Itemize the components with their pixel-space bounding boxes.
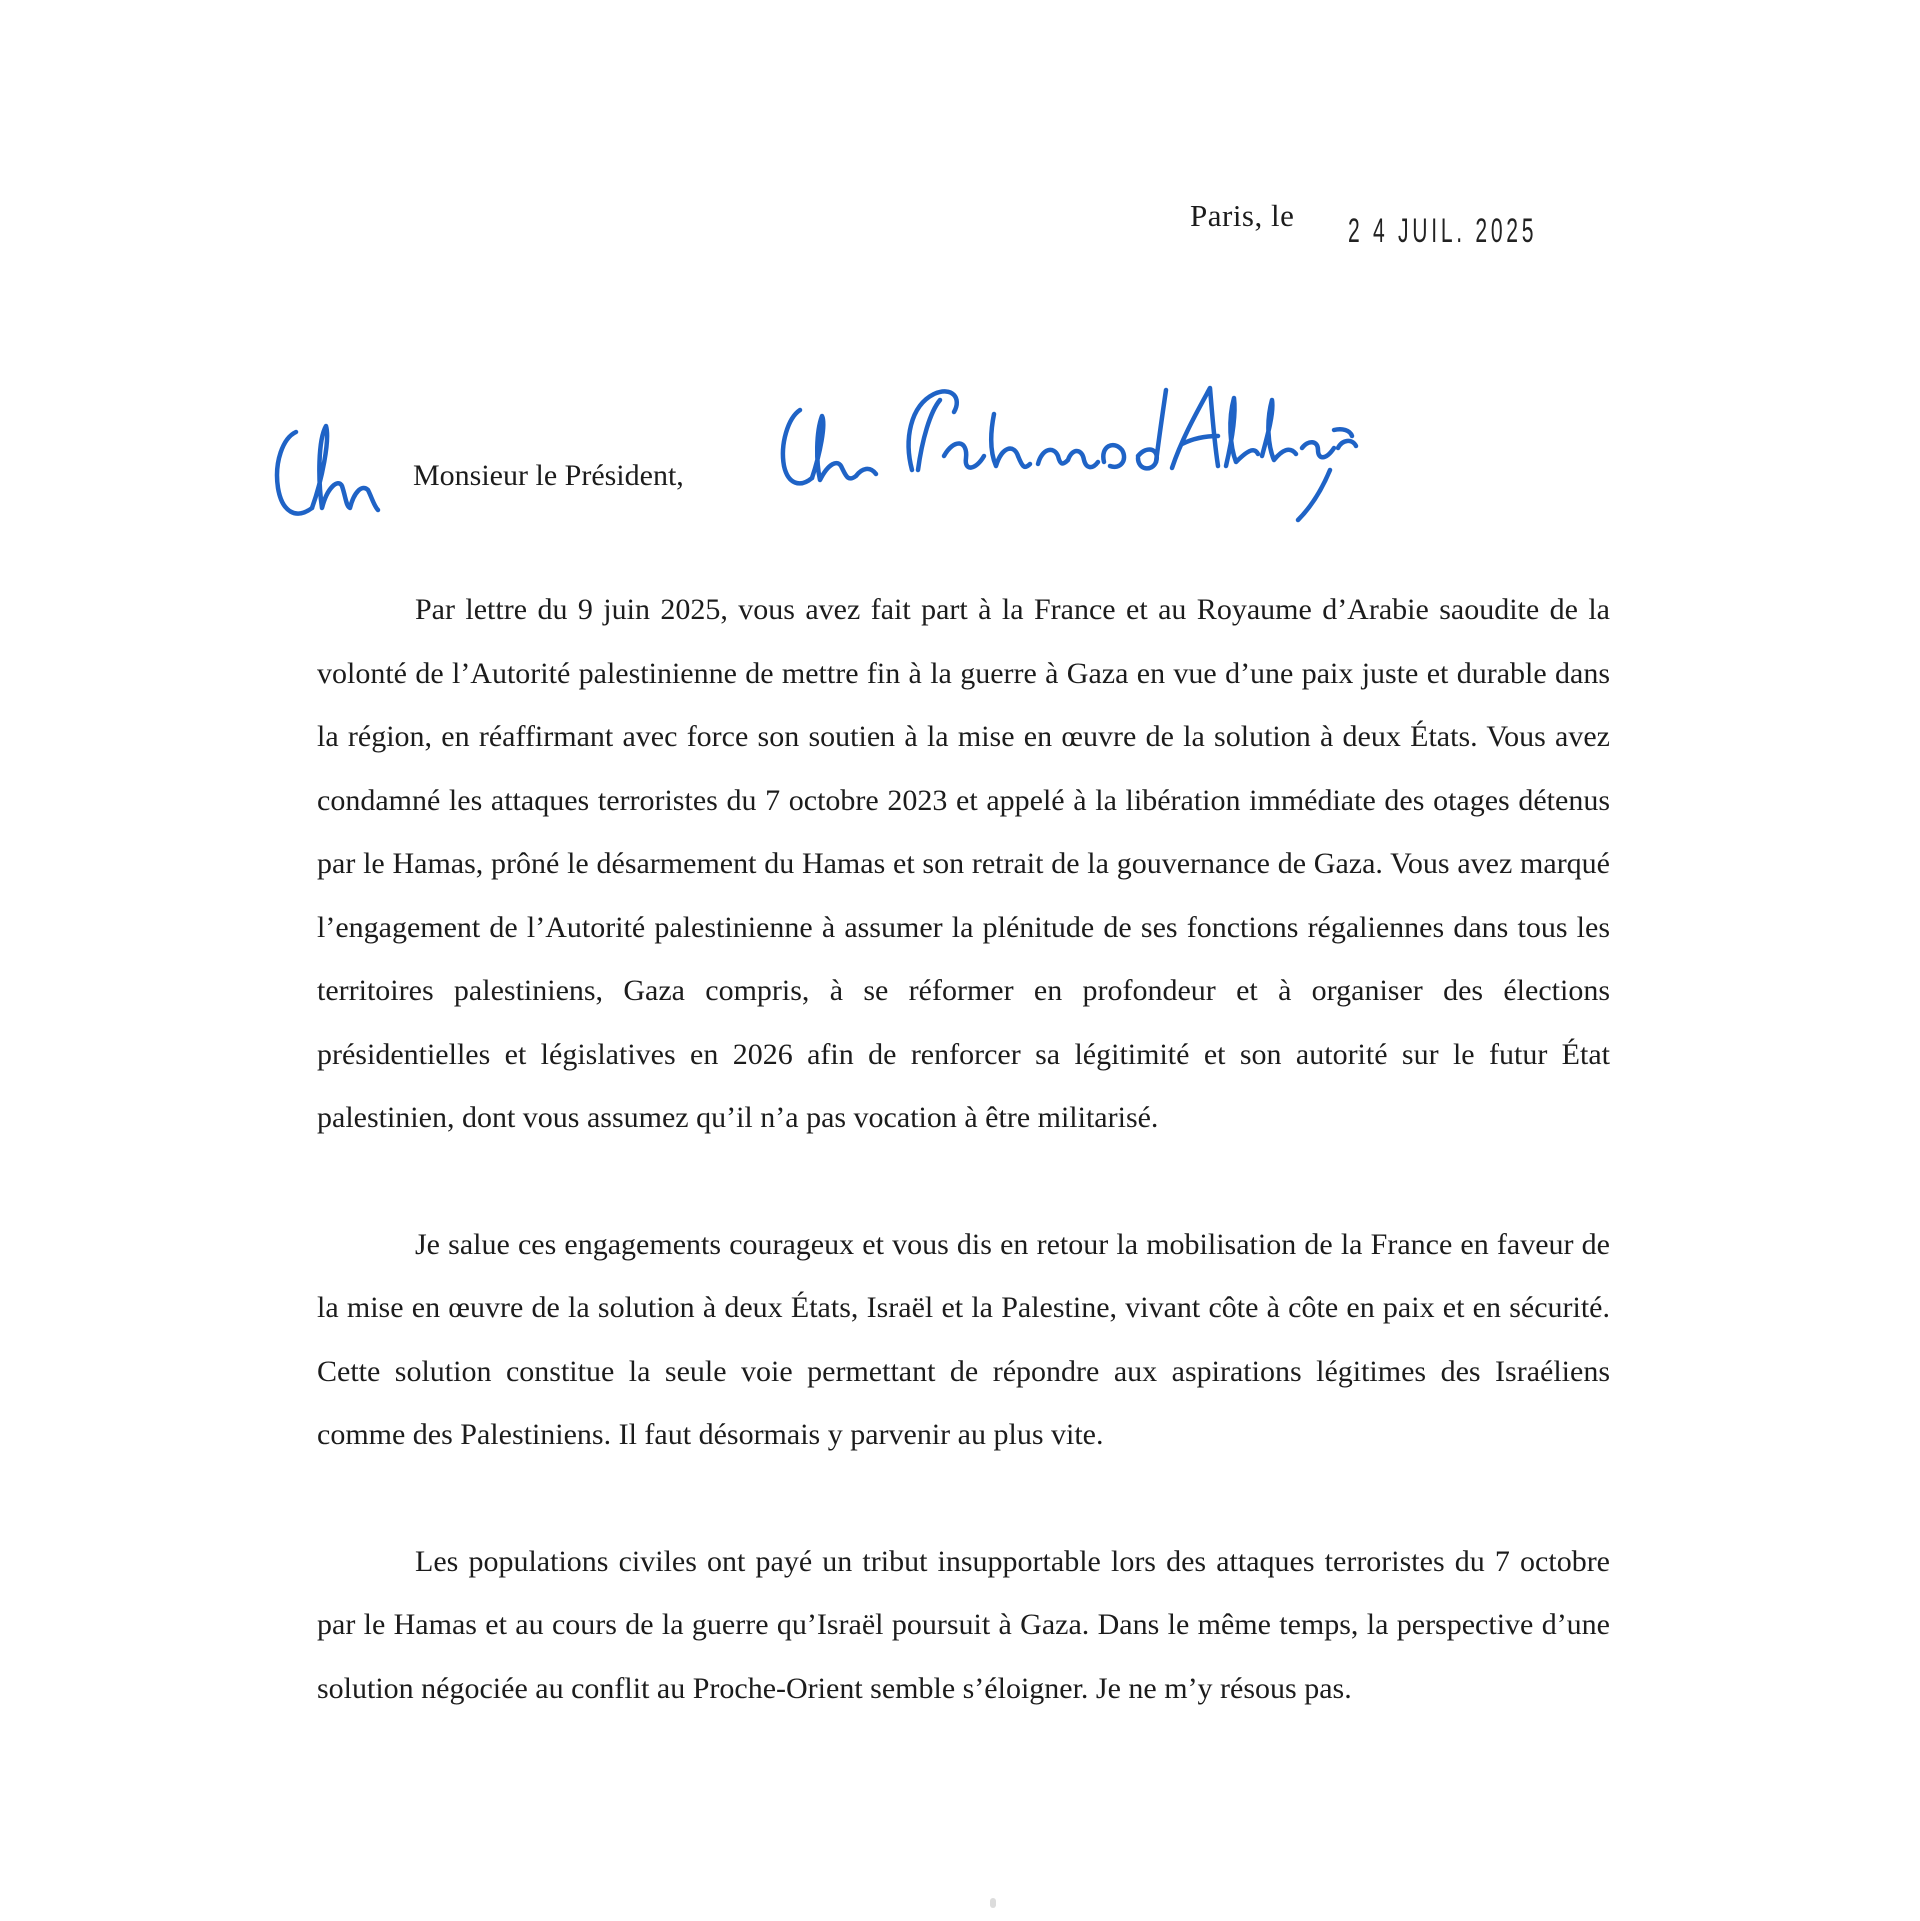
paragraph-3: Les populations civiles ont payé un tribut insupportable lors des attaques terroristes du 7 octobre par le Hamas et au cours de la guerre qu’Israël poursuit à Gaza. Dans le même temps, la perspective d’une solution négociée au conflit au Proche-Orient semble s’éloigner. Je ne m’y résous pas.: [317, 1544, 1610, 1705]
paragraph-1: Par lettre du 9 juin 2025, vous avez fait part à la France et au Royaume d’Arabie saoudite de la volonté de l’Autorité palestinienne de mettre fin à la guerre à Gaza en vue d’une paix juste et durable dans la région, en réaffirmant avec force son soutien à la mise en œuvre de la solution à deux États. Vous avez condamné les attaques terroristes du 7 octobre 2023 et appelé à la libération immédiate des otages détenus par le Hamas, prôné le désarmement du Hamas et son retrait de la gouvernance de Gaza. Vous avez marqué l’engagement de l’Autorité palestinienne à assumer la plénitude de ses fonctions régaliennes dans tous les territoires palestiniens, Gaza compris, à se réformer en profondeur et à organiser des élections présidentielles et législatives en 2026 afin de renforcer sa légitimité et son autorité sur le futur État palestinien, dont vous assumez qu’il n’a pas vocation à être militarisé.: [317, 593, 1610, 1134]
date-stamp: 2 4 JUIL. 2025: [1348, 212, 1538, 250]
page-mark: [990, 1898, 996, 1908]
salutation: Monsieur le Président,: [413, 459, 684, 492]
letter-body: [317, 578, 1610, 1720]
paragraph-2: Je salue ces engagements courageux et vous dis en retour la mobilisation de la France en faveur de la mise en œuvre de la solution à deux États, Israël et la Palestine, vivant côte à côte en paix et en sécurité. Cette solution constitue la seule voie permettant de répondre aux aspirations légitimes des Israéliens comme des Palestiniens. Il faut désormais y parvenir au plus vite.: [317, 1227, 1610, 1451]
place-prefix: Paris, le: [1190, 198, 1295, 233]
handwritten-prefix-cher: [277, 426, 378, 514]
handwritten-name: [783, 388, 1356, 520]
